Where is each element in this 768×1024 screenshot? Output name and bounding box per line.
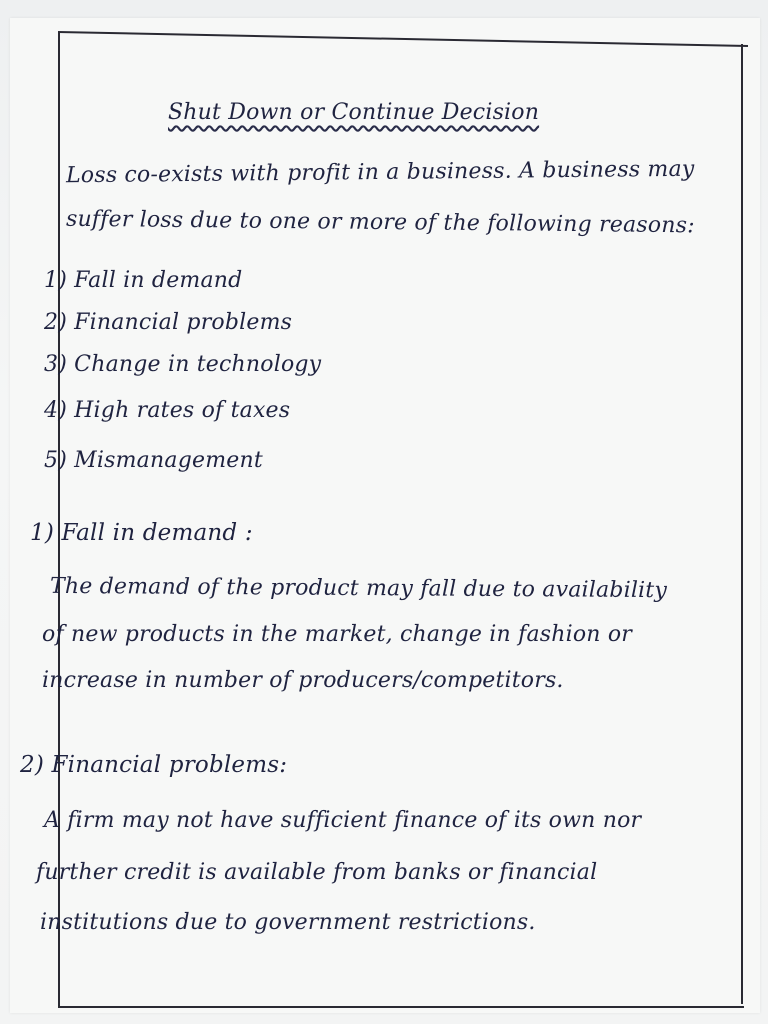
reason-item-2: 2) Financial problems	[44, 310, 293, 335]
top-border-line	[48, 26, 760, 66]
bottom-border-line	[58, 1006, 744, 1008]
page-title: Shut Down or Continue Decision	[168, 100, 540, 125]
intro-line-2: suffer loss due to one or more of the following reasons:	[65, 206, 695, 239]
section1-line-3: increase in number of producers/competitors.	[42, 668, 564, 693]
intro-line-1: Loss co-exists with profit in a business. A business may	[65, 156, 695, 189]
section1-line-2: of new products in the market, change in fashion or	[42, 622, 633, 647]
section2-line-1: A firm may not have sufficient finance of its own nor	[44, 808, 642, 833]
section-heading-fall-in-demand: 1) Fall in demand :	[30, 520, 253, 546]
reason-item-5: 5) Mismanagement	[44, 448, 263, 473]
right-margin-line	[741, 44, 743, 1004]
reason-item-1: 1) Fall in demand	[44, 268, 243, 293]
section-heading-financial-problems: 2) Financial problems:	[20, 752, 288, 778]
section2-line-2: further credit is available from banks or financial	[36, 860, 598, 885]
reason-item-3: 3) Change in technology	[44, 352, 322, 377]
section2-line-3: institutions due to government restrictions.	[40, 910, 536, 935]
section1-line-1: The demand of the product may fall due to availability	[49, 573, 668, 604]
reason-item-4: 4) High rates of taxes	[44, 398, 291, 423]
